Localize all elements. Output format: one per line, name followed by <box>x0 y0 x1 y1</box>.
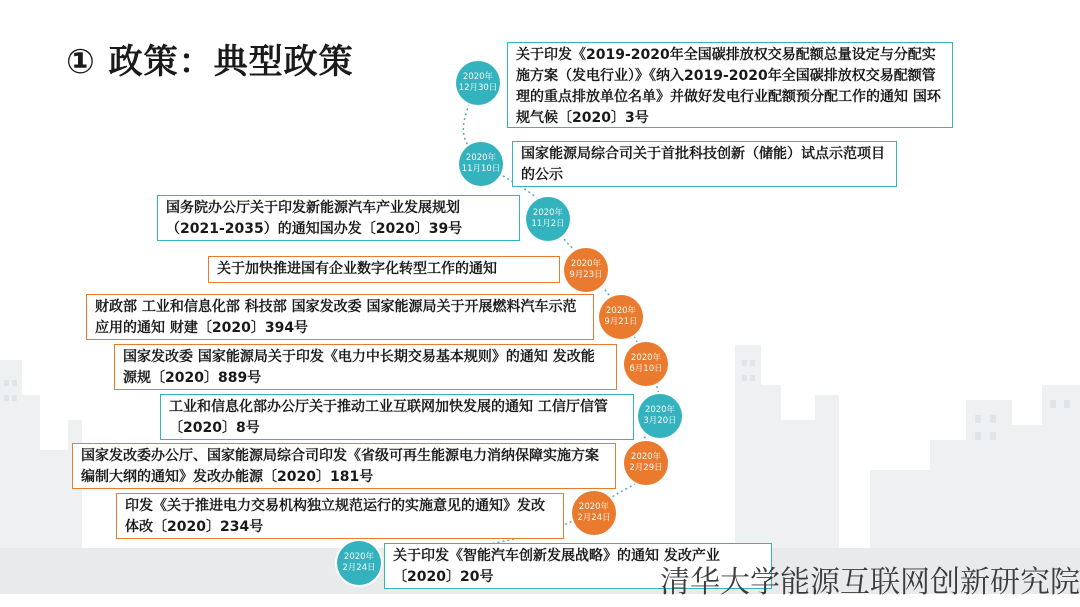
policy-box-9: 印发《关于推进电力交易机构独立规范运行的实施意见的通知》发改体改〔2020〕234号 <box>116 493 564 539</box>
page-title: ① 政策：典型政策 <box>66 42 354 82</box>
policy-box-2: 国家能源局综合司关于首批科技创新（储能）试点示范项目的公示 <box>512 141 897 187</box>
timeline-node-8 <box>624 441 668 485</box>
policy-box-8: 国家发改委办公厅、国家能源局综合司印发《省级可再生能源电力消纳保障实施方案编制大纲的通知》发改办能源〔2020〕181号 <box>72 443 616 489</box>
node-date: 6月10日 <box>629 364 663 374</box>
policy-box-10: 关于印发《智能汽车创新发展战略》的通知 发改产业〔2020〕20号 <box>384 543 772 589</box>
node-date: 9月23日 <box>569 270 603 280</box>
node-year: 2020年 <box>605 306 637 316</box>
timeline-node-10 <box>337 541 381 585</box>
node-year: 2020年 <box>343 552 375 562</box>
timeline-node-6 <box>624 342 668 386</box>
timeline-node-1 <box>456 61 500 105</box>
policy-box-5: 财政部 工业和信息化部 科技部 国家发改委 国家能源局关于开展燃料汽车示范应用的通知 财建〔2020〕394号 <box>86 294 594 340</box>
node-year: 2020年 <box>465 153 497 163</box>
node-year: 2020年 <box>630 353 662 363</box>
node-date: 3月20日 <box>643 416 677 426</box>
timeline-node-9 <box>572 491 616 535</box>
policy-box-7: 工业和信息化部办公厅关于推动工业互联网加快发展的通知 工信厅信管〔2020〕8号 <box>160 394 634 440</box>
node-date: 9月21日 <box>604 317 638 327</box>
node-year: 2020年 <box>532 208 564 218</box>
node-year: 2020年 <box>644 405 676 415</box>
timeline-node-3 <box>526 197 570 241</box>
node-date: 11月10日 <box>461 164 501 174</box>
policy-box-1: 关于印发《2019-2020年全国碳排放权交易配额总量设定与分配实施方案（发电行业）》《纳入2019-2020年全国碳排放权交易配额管理的重点排放单位名单》并做好发电行业配额预分配工作的通知 国环规气候〔2020〕3号 <box>507 42 953 128</box>
policy-box-4: 关于加快推进国有企业数字化转型工作的通知 <box>208 256 560 283</box>
node-year: 2020年 <box>570 259 602 269</box>
node-date: 12月30日 <box>458 83 498 93</box>
node-year: 2020年 <box>462 72 494 82</box>
institute-watermark: 清华大学能源互联网创新研究院 <box>660 565 1080 600</box>
node-year: 2020年 <box>578 502 610 512</box>
node-date: 2月24日 <box>342 563 376 573</box>
timeline-node-7 <box>638 394 682 438</box>
node-date: 2月24日 <box>577 513 611 523</box>
policy-box-3: 国务院办公厅关于印发新能源汽车产业发展规划（2021-2035）的通知国办发〔2020〕39号 <box>157 195 520 241</box>
timeline-node-4 <box>564 248 608 292</box>
timeline-node-2 <box>459 142 503 186</box>
node-date: 2月29日 <box>629 463 663 473</box>
node-date: 11月2日 <box>531 219 565 229</box>
timeline-node-5 <box>599 295 643 339</box>
node-year: 2020年 <box>630 452 662 462</box>
policy-box-6: 国家发改委 国家能源局关于印发《电力中长期交易基本规则》的通知 发改能源规〔2020〕889号 <box>114 344 617 390</box>
